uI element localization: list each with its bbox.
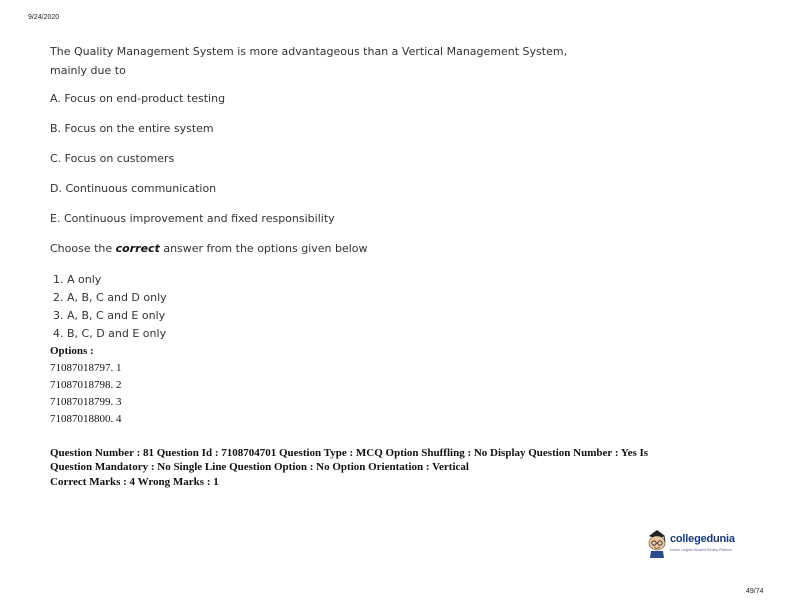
option-id-2: 71087018798. 2 bbox=[50, 379, 122, 391]
question-line-2: mainly due to bbox=[50, 64, 126, 77]
choice-2: 2. A, B, C and D only bbox=[53, 291, 167, 304]
instruction-bold: correct bbox=[115, 242, 160, 255]
question-text bbox=[50, 42, 570, 80]
metadata-line-3: Correct Marks : 4 Wrong Marks : 1 bbox=[50, 476, 219, 488]
question-line-1: The Quality Management System is more advantageous than a Vertical Management System, bbox=[50, 45, 568, 58]
question-metadata bbox=[50, 446, 730, 489]
instruction-after: answer from the options given below bbox=[159, 242, 368, 255]
metadata-line-1: Question Number : 81 Question Id : 7108704701 Question Type : MCQ Option Shuffling : No Display Question Number : Yes Is bbox=[50, 447, 649, 459]
logo-tagline: India's Largest Student Review Platform bbox=[670, 548, 733, 552]
instruction-before: Choose the bbox=[50, 242, 116, 255]
page-number: 49/74 bbox=[746, 588, 764, 595]
logo-wordmark: collegedunia bbox=[670, 533, 735, 545]
statement-b: B. Focus on the entire system bbox=[50, 122, 214, 135]
option-id-4: 71087018800. 4 bbox=[50, 413, 122, 425]
statement-d: D. Continuous communication bbox=[50, 182, 217, 195]
collegedunia-logo bbox=[646, 529, 746, 559]
statement-c: C. Focus on customers bbox=[50, 152, 175, 165]
choice-1: 1. A only bbox=[53, 273, 102, 286]
choice-4: 4. B, C, D and E only bbox=[53, 327, 167, 340]
instruction bbox=[50, 242, 368, 255]
choice-3: 3. A, B, C and E only bbox=[53, 309, 166, 322]
metadata-line-2: Question Mandatory : No Single Line Question Option : No Option Orientation : Vertical bbox=[50, 461, 469, 473]
options-label: Options : bbox=[50, 345, 94, 357]
page-date: 9/24/2020 bbox=[28, 14, 60, 21]
option-id-3: 71087018799. 3 bbox=[50, 396, 122, 408]
option-id-1: 71087018797. 1 bbox=[50, 362, 122, 374]
statement-a: A. Focus on end-product testing bbox=[50, 92, 226, 105]
statement-e: E. Continuous improvement and fixed responsibility bbox=[50, 212, 335, 225]
mascot-icon bbox=[646, 529, 668, 559]
